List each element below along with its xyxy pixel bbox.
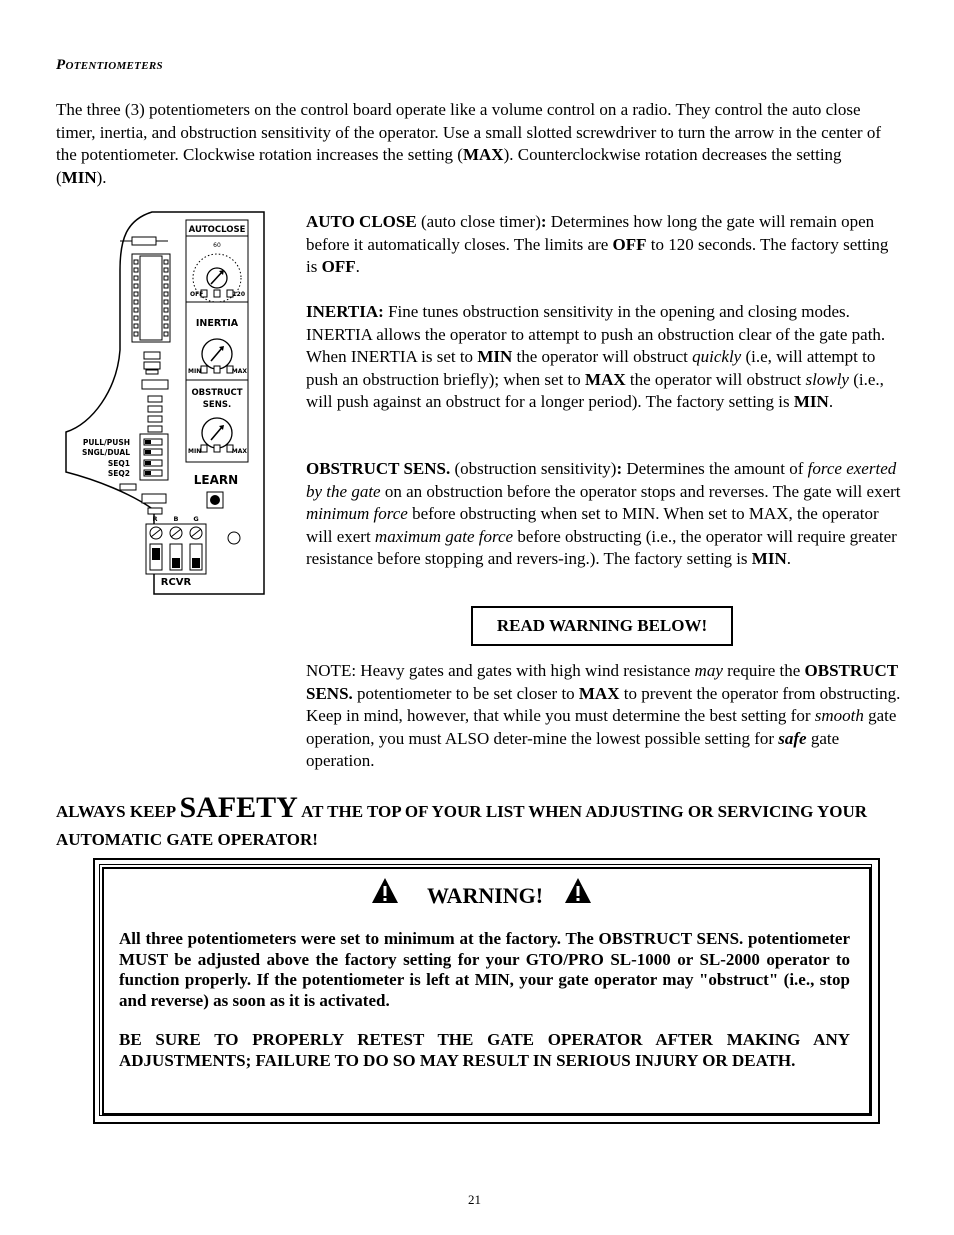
note-paragraph: NOTE: Heavy gates and gates with high wind resistance may require the OBSTRUCT SENS. potentiometer to be set closer to MAX to prevent the operator from obstructing. Keep in mind, however, that while you must determine the best setting for smooth gate operation, you must ALSO deter-mine the lowest possible setting for safe gate operation. — [306, 661, 901, 770]
warning-paragraph-1: All three potentiometers were set to minimum at the factory. The OBSTRUCT SENS. potentiometer MUST be adjusted above the factory setting for your GTO/PRO SL-1000 or SL-2000 operator to function properly. If the potentiometer is left at MIN, your gate operator may "obstruct" (i.e., stop and reverse) as soon as it is activated. — [119, 929, 850, 1010]
dip-label-seq1: SEQ1 — [107, 459, 130, 468]
safety-statement: ALWAYS KEEP SAFETY AT THE TOP OF YOUR LIST WHEN ADJUSTING OR SERVICING YOUR AUTOMATIC GATE OPERATOR! — [56, 791, 868, 849]
read-warning-callout: READ WARNING BELOW! — [471, 606, 733, 646]
warning-triangle-icon — [370, 876, 400, 906]
svg-text:MIN: MIN — [188, 368, 202, 375]
svg-text:G: G — [193, 515, 199, 523]
page-number: 21 — [468, 1192, 481, 1207]
obstruct-sens-description: OBSTRUCT SENS. (obstruction sensitivity): Determines the amount of force exerted by the gate on an obstruction before the operator stops and reverses. The gate will exert minimum force before obstructing when set to MIN. When set to MAX, the operator will exert maximum gate force before obstructing (i.e., the operator will require greater resistance before stopping and revers-ing.). The factory setting is MIN. — [306, 459, 901, 568]
svg-text:B: B — [173, 515, 179, 523]
svg-text:MAX: MAX — [231, 448, 247, 455]
intro-paragraph: The three (3) potentiometers on the control board operate like a volume control on a radio. They control the auto close timer, inertia, and obstruction sensitivity of the operator. Use a small slotted screwdriver to turn the arrow in the center of the potentiometer. Clockwise rotation increases the setting (MAX). Counterclockwise rotation decreases the setting (MIN). — [56, 100, 881, 187]
inertia-label: INERTIA — [195, 318, 239, 329]
svg-text:OFF: OFF — [190, 291, 204, 298]
svg-text:R: R — [152, 515, 158, 523]
control-board-diagram — [62, 210, 266, 596]
learn-label: LEARN — [193, 473, 239, 487]
dip-label-seq2: SEQ2 — [107, 469, 130, 478]
svg-text:MAX: MAX — [231, 368, 247, 375]
dip-label-pull-push: PULL/PUSH — [82, 438, 130, 447]
warning-paragraph-2: BE SURE TO PROPERLY RETEST THE GATE OPERATOR AFTER MAKING ANY ADJUSTMENTS; FAILURE TO DO SO MAY RESULT IN SERIOUS INJURY OR DEATH. — [119, 1030, 850, 1070]
dip-label-sngl-dual: SNGL/DUAL — [81, 448, 130, 457]
rcvr-label: RCVR — [160, 577, 192, 588]
section-title: POTENTIOMETERS — [56, 57, 163, 73]
svg-text:SENS.: SENS. — [202, 400, 232, 410]
warning-triangle-icon — [563, 876, 593, 906]
svg-text:60: 60 — [213, 242, 221, 249]
autoclose-description: AUTO CLOSE (auto close timer): Determines how long the gate will remain open before it automatically closes. The limits are OFF to 120 seconds. The factory setting is OFF. — [306, 212, 889, 276]
svg-text:120: 120 — [232, 291, 245, 298]
obstruct-sens-label: OBSTRUCT — [191, 388, 243, 398]
warning-title: WARNING! — [427, 883, 544, 908]
svg-text:MIN: MIN — [188, 448, 202, 455]
inertia-description: INERTIA: Fine tunes obstruction sensitivity in the opening and closing modes. INERTIA allows the operator to attempt to push an obstruction clear of the gate path. When INERTIA is set to MIN the operator will obstruct quickly (i.e, will attempt to push an obstruction briefly); when set to MAX the operator will obstruct slowly (i.e., will push against an obstruct for a longer period). The factory setting is MIN. — [306, 302, 886, 411]
autoclose-label: AUTOCLOSE — [188, 225, 246, 235]
